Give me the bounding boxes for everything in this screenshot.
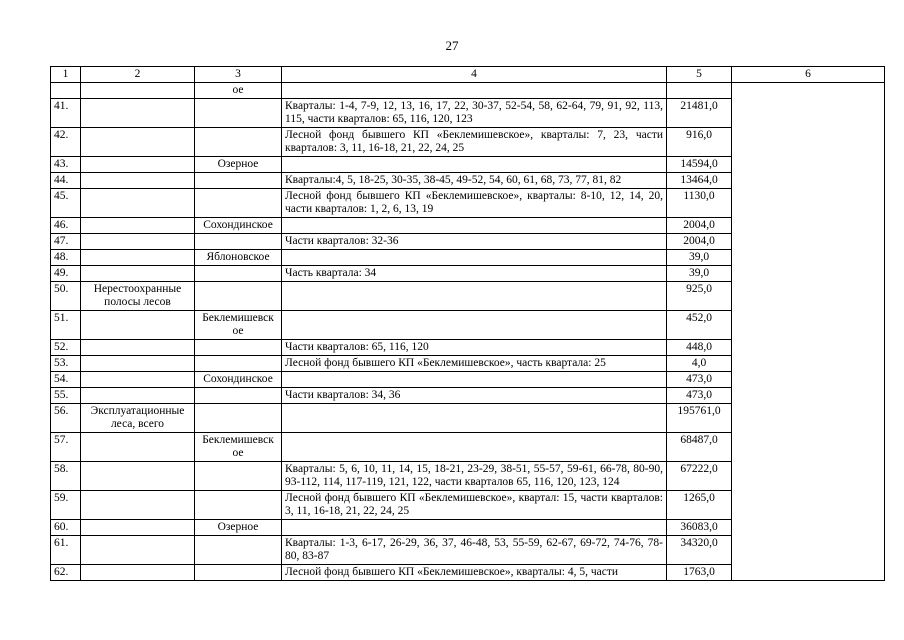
cell-c3: Беклемишевск ое — [195, 311, 282, 340]
cell-c1: 60. — [51, 520, 81, 536]
cell-c4 — [282, 250, 667, 266]
cell-c5: 39,0 — [667, 266, 732, 282]
cell-c4: Части кварталов: 34, 36 — [282, 388, 667, 404]
cell-c1: 45. — [51, 189, 81, 218]
cell-c5: 2004,0 — [667, 234, 732, 250]
cell-c5: 1130,0 — [667, 189, 732, 218]
cell-c3 — [195, 189, 282, 218]
cell-c1: 52. — [51, 340, 81, 356]
cell-c2 — [81, 250, 195, 266]
cell-c3: Беклемишевск ое — [195, 433, 282, 462]
table-row — [51, 83, 885, 99]
cell-c4: Лесной фонд бывшего КП «Беклемишевское», кварталы: 8-10, 12, 14, 20, части кварталов: 1, 2, 6, 13, 19 — [282, 189, 667, 218]
cell-c3 — [195, 388, 282, 404]
cell-c2 — [81, 83, 195, 99]
cell-c3: Озерное — [195, 157, 282, 173]
cell-c1: 61. — [51, 536, 81, 565]
cell-c4 — [282, 372, 667, 388]
header-row — [51, 67, 885, 83]
cell-c3 — [195, 404, 282, 433]
cell-c5: 1265,0 — [667, 491, 732, 520]
cell-c1: 53. — [51, 356, 81, 372]
cell-c4 — [282, 311, 667, 340]
cell-c2 — [81, 173, 195, 189]
cell-c2 — [81, 356, 195, 372]
column-6-cell — [732, 83, 885, 581]
cell-c1: 55. — [51, 388, 81, 404]
cell-c3 — [195, 234, 282, 250]
cell-c1: 62. — [51, 565, 81, 581]
cell-c4 — [282, 218, 667, 234]
cell-c3 — [195, 99, 282, 128]
page-number: 27 — [445, 38, 459, 53]
cell-c3: ое — [195, 83, 282, 99]
cell-c5: 452,0 — [667, 311, 732, 340]
cell-c1: 50. — [51, 282, 81, 311]
cell-c5: 925,0 — [667, 282, 732, 311]
forest-areas-table — [50, 66, 885, 581]
cell-c2 — [81, 520, 195, 536]
header-cell: 1 — [51, 67, 81, 83]
cell-c3 — [195, 462, 282, 491]
cell-c4 — [282, 282, 667, 311]
cell-c3 — [195, 266, 282, 282]
cell-c4: Части кварталов: 32-36 — [282, 234, 667, 250]
cell-c5: 13464,0 — [667, 173, 732, 189]
cell-c1 — [51, 83, 81, 99]
cell-c3: Сохондинское — [195, 372, 282, 388]
cell-c5: 34320,0 — [667, 536, 732, 565]
cell-c1: 48. — [51, 250, 81, 266]
cell-c3 — [195, 282, 282, 311]
cell-c2 — [81, 189, 195, 218]
cell-c4 — [282, 83, 667, 99]
cell-c3 — [195, 173, 282, 189]
cell-c2 — [81, 157, 195, 173]
header-cell: 5 — [667, 67, 732, 83]
cell-c4: Кварталы:4, 5, 18-25, 30-35, 38-45, 49-52, 54, 60, 61, 68, 73, 77, 81, 82 — [282, 173, 667, 189]
cell-c2 — [81, 388, 195, 404]
cell-c2: Эксплуатационные леса, всего — [81, 404, 195, 433]
cell-c1: 59. — [51, 491, 81, 520]
cell-c5: 916,0 — [667, 128, 732, 157]
cell-c4: Часть квартала: 34 — [282, 266, 667, 282]
cell-c5: 39,0 — [667, 250, 732, 266]
cell-c4 — [282, 433, 667, 462]
cell-c1: 54. — [51, 372, 81, 388]
cell-c2 — [81, 340, 195, 356]
cell-c5: 36083,0 — [667, 520, 732, 536]
cell-c1: 44. — [51, 173, 81, 189]
cell-c2 — [81, 128, 195, 157]
cell-c3 — [195, 340, 282, 356]
cell-c1: 46. — [51, 218, 81, 234]
cell-c5: 1763,0 — [667, 565, 732, 581]
cell-c5: 4,0 — [667, 356, 732, 372]
header-cell: 2 — [81, 67, 195, 83]
cell-c2 — [81, 536, 195, 565]
cell-c5 — [667, 83, 732, 99]
cell-c4 — [282, 157, 667, 173]
cell-c2 — [81, 565, 195, 581]
cell-c5: 68487,0 — [667, 433, 732, 462]
cell-c1: 57. — [51, 433, 81, 462]
cell-c4 — [282, 520, 667, 536]
cell-c1: 47. — [51, 234, 81, 250]
cell-c4 — [282, 404, 667, 433]
header-cell: 3 — [195, 67, 282, 83]
header-cell: 4 — [282, 67, 667, 83]
cell-c2 — [81, 491, 195, 520]
cell-c5: 473,0 — [667, 388, 732, 404]
cell-c2 — [81, 462, 195, 491]
cell-c5: 448,0 — [667, 340, 732, 356]
cell-c5: 195761,0 — [667, 404, 732, 433]
cell-c1: 49. — [51, 266, 81, 282]
cell-c3: Сохондинское — [195, 218, 282, 234]
cell-c4: Лесной фонд бывшего КП «Беклемишевское», кварталы: 7, 23, части кварталов: 3, 11, 16-18, 21, 22, 24, 25 — [282, 128, 667, 157]
cell-c3 — [195, 491, 282, 520]
cell-c2 — [81, 99, 195, 128]
cell-c3: Яблоновское — [195, 250, 282, 266]
cell-c5: 67222,0 — [667, 462, 732, 491]
cell-c3 — [195, 565, 282, 581]
cell-c4: Лесной фонд бывшего КП «Беклемишевское», часть квартала: 25 — [282, 356, 667, 372]
cell-c1: 41. — [51, 99, 81, 128]
cell-c1: 43. — [51, 157, 81, 173]
cell-c1: 42. — [51, 128, 81, 157]
cell-c2 — [81, 433, 195, 462]
cell-c5: 21481,0 — [667, 99, 732, 128]
cell-c4: Кварталы: 5, 6, 10, 11, 14, 15, 18-21, 23-29, 38-51, 55-57, 59-61, 66-78, 80-90, 93-112, 114, 117-119, 121, 122, части кварталов 65, 116, 120, 123, 124 — [282, 462, 667, 491]
cell-c2 — [81, 311, 195, 340]
cell-c3 — [195, 356, 282, 372]
cell-c5: 14594,0 — [667, 157, 732, 173]
cell-c2 — [81, 266, 195, 282]
cell-c5: 2004,0 — [667, 218, 732, 234]
cell-c4: Кварталы: 1-4, 7-9, 12, 13, 16, 17, 22, 30-37, 52-54, 58, 62-64, 79, 91, 92, 113, 115, части кварталов: 65, 116, 120, 123 — [282, 99, 667, 128]
cell-c4: Кварталы: 1-3, 6-17, 26-29, 36, 37, 46-48, 53, 55-59, 62-67, 69-72, 74-76, 78-80, 83-87 — [282, 536, 667, 565]
cell-c3 — [195, 536, 282, 565]
cell-c3: Озерное — [195, 520, 282, 536]
cell-c1: 58. — [51, 462, 81, 491]
cell-c1: 56. — [51, 404, 81, 433]
cell-c2 — [81, 234, 195, 250]
cell-c4: Части кварталов: 65, 116, 120 — [282, 340, 667, 356]
cell-c2 — [81, 372, 195, 388]
cell-c4: Лесной фонд бывшего КП «Беклемишевское», квартал: 15, части кварталов: 3, 11, 16-18, 21, 22, 24, 25 — [282, 491, 667, 520]
cell-c2 — [81, 218, 195, 234]
cell-c5: 473,0 — [667, 372, 732, 388]
header-cell: 6 — [732, 67, 885, 83]
cell-c1: 51. — [51, 311, 81, 340]
cell-c4: Лесной фонд бывшего КП «Беклемишевское», кварталы: 4, 5, части — [282, 565, 667, 581]
cell-c3 — [195, 128, 282, 157]
cell-c2: Нерестоохранные полосы лесов — [81, 282, 195, 311]
